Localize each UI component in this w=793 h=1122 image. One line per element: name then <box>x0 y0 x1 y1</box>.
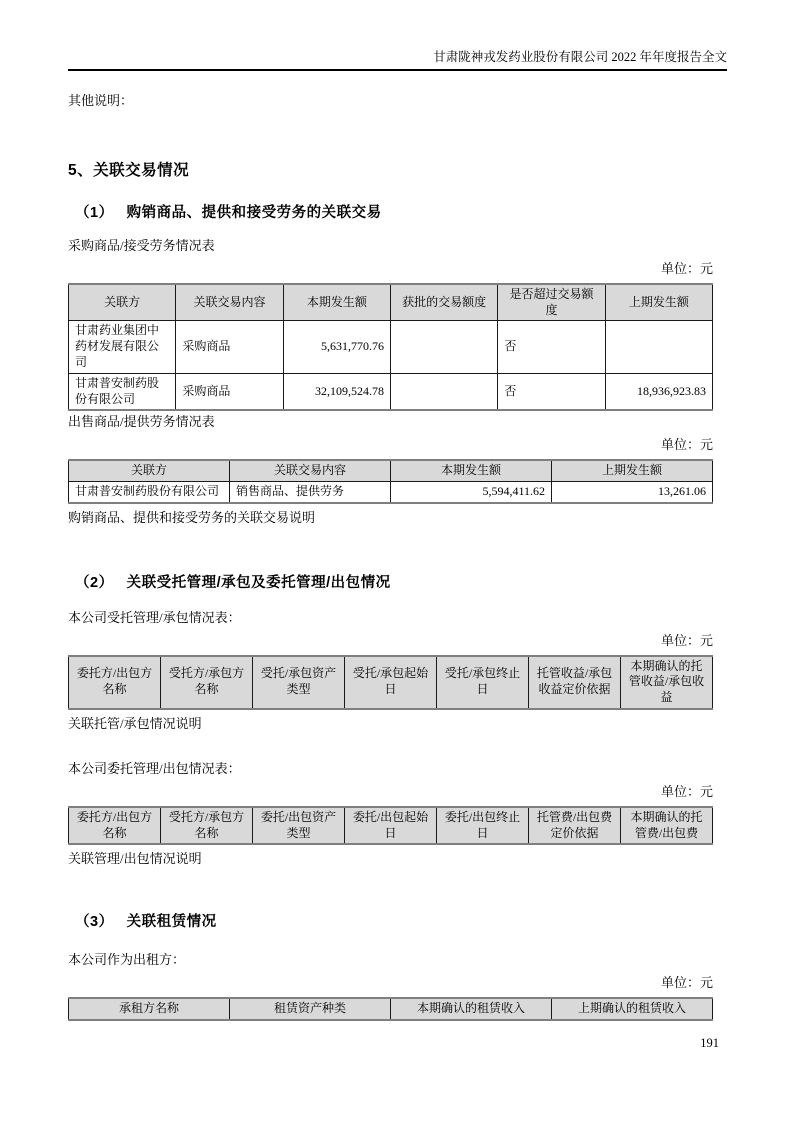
entrusted-in-caption: 本公司受托管理/承包情况表： <box>68 609 241 625</box>
table-row <box>69 373 713 410</box>
column-header: 上期发生额 <box>605 284 712 321</box>
unit-label: 单位：元 <box>660 437 713 453</box>
column-header: 租赁资产种类 <box>230 998 391 1020</box>
column-header: 本期确认的托管费/出包费 <box>621 807 713 845</box>
column-header: 本期确认的托管收益/承包收益 <box>621 656 713 709</box>
column-header: 受托方/承包方名称 <box>161 656 253 709</box>
table-cell: 采购商品 <box>176 373 283 410</box>
column-header: 受托方/承包方名称 <box>161 807 253 845</box>
table-cell <box>390 321 497 373</box>
table-cell <box>605 321 712 373</box>
column-header: 上期确认的租赁收入 <box>552 998 713 1020</box>
table-row <box>69 321 713 373</box>
purchase-goods-table <box>68 283 713 412</box>
subsection-1-heading <box>68 201 713 222</box>
column-header: 托管费/出包费定价依据 <box>529 807 621 845</box>
table-cell: 5,594,411.62 <box>391 482 552 503</box>
column-header: 委托方/出包方名称 <box>69 807 161 845</box>
subsection-1-title: 购销商品、提供和接受劳务的关联交易 <box>126 204 382 221</box>
table-cell: 甘肃普安制药股份有限公司 <box>69 373 176 410</box>
column-header: 关联方 <box>69 284 176 321</box>
table-cell: 5,631,770.76 <box>283 321 390 373</box>
subsection-2-title: 关联受托管理/承包及委托管理/出包情况 <box>126 574 391 591</box>
column-header: 关联交易内容 <box>230 460 391 481</box>
unit-label: 单位：元 <box>660 632 713 648</box>
table-cell: 13,261.06 <box>552 482 713 503</box>
table-row <box>69 482 713 503</box>
column-header: 本期发生额 <box>283 284 390 321</box>
table-header-row <box>69 807 713 845</box>
entrusted-management-table <box>68 655 713 710</box>
section-5-heading: 5、关联交易情况 <box>68 161 190 179</box>
sale-goods-table <box>68 459 713 504</box>
purchase-table-caption: 采购商品/接受劳务情况表 <box>68 237 215 253</box>
column-header: 本期确认的租赁收入 <box>391 998 552 1020</box>
column-header: 是否超过交易额度 <box>498 284 605 321</box>
column-header: 委托方/出包方名称 <box>69 656 161 709</box>
subsection-3-number: （3） <box>75 914 114 931</box>
lease-table <box>68 997 713 1021</box>
column-header: 获批的交易额度 <box>390 284 497 321</box>
page-header-title: 甘肃陇神戎发药业股份有限公司 2022 年年度报告全文 <box>433 50 727 64</box>
table-header-row <box>69 460 713 481</box>
column-header: 受托/承包终止日 <box>437 656 529 709</box>
column-header: 委托/出包终止日 <box>437 807 529 845</box>
page-number: 191 <box>700 1036 719 1050</box>
subsection-2-heading <box>68 571 713 592</box>
entrusted-note: 关联托管/承包情况说明 <box>68 716 202 732</box>
other-note-label: 其他说明： <box>68 93 134 108</box>
table-cell: 甘肃普安制药股份有限公司 <box>69 482 230 503</box>
table-header-row <box>69 284 713 321</box>
table-header-row <box>69 656 713 709</box>
subsection-3-title: 关联租赁情况 <box>126 914 217 931</box>
column-header: 受托/承包资产类型 <box>253 656 345 709</box>
page-header <box>68 0 727 71</box>
unit-label: 单位：元 <box>660 260 713 276</box>
column-header: 上期发生额 <box>552 460 713 481</box>
entrusted-out-caption: 本公司委托管理/出包情况表： <box>68 760 241 776</box>
subsection-1-number: （1） <box>75 204 114 221</box>
table-cell <box>390 373 497 410</box>
column-header: 托管收益/承包收益定价依据 <box>529 656 621 709</box>
unit-label: 单位：元 <box>660 783 713 799</box>
table-cell: 销售商品、提供劳务 <box>230 482 391 503</box>
table-cell: 18,936,923.83 <box>605 373 712 410</box>
table-cell: 32,109,524.78 <box>283 373 390 410</box>
column-header: 受托/承包起始日 <box>345 656 437 709</box>
table-cell: 否 <box>498 321 605 373</box>
column-header: 本期发生额 <box>391 460 552 481</box>
table-cell: 采购商品 <box>176 321 283 373</box>
table-header-row <box>69 998 713 1020</box>
lease-lessor-caption: 本公司作为出租方： <box>68 952 186 968</box>
subsection-2-number: （2） <box>75 574 114 591</box>
subsection-3-heading <box>68 910 713 931</box>
table-cell: 否 <box>498 373 605 410</box>
column-header: 关联方 <box>69 460 230 481</box>
sale-table-caption: 出售商品/提供劳务情况表 <box>68 414 215 430</box>
outsourced-management-table <box>68 806 713 846</box>
outsource-note: 关联管理/出包情况说明 <box>68 851 202 867</box>
page-content <box>68 93 713 1021</box>
unit-label: 单位：元 <box>660 975 713 991</box>
column-header: 委托/出包资产类型 <box>253 807 345 845</box>
table-cell: 甘肃药业集团中药材发展有限公司 <box>69 321 176 373</box>
column-header: 委托/出包起始日 <box>345 807 437 845</box>
column-header: 关联交易内容 <box>176 284 283 321</box>
purchase-sale-note: 购销商品、提供和接受劳务的关联交易说明 <box>68 509 316 525</box>
column-header: 承租方名称 <box>69 998 230 1020</box>
